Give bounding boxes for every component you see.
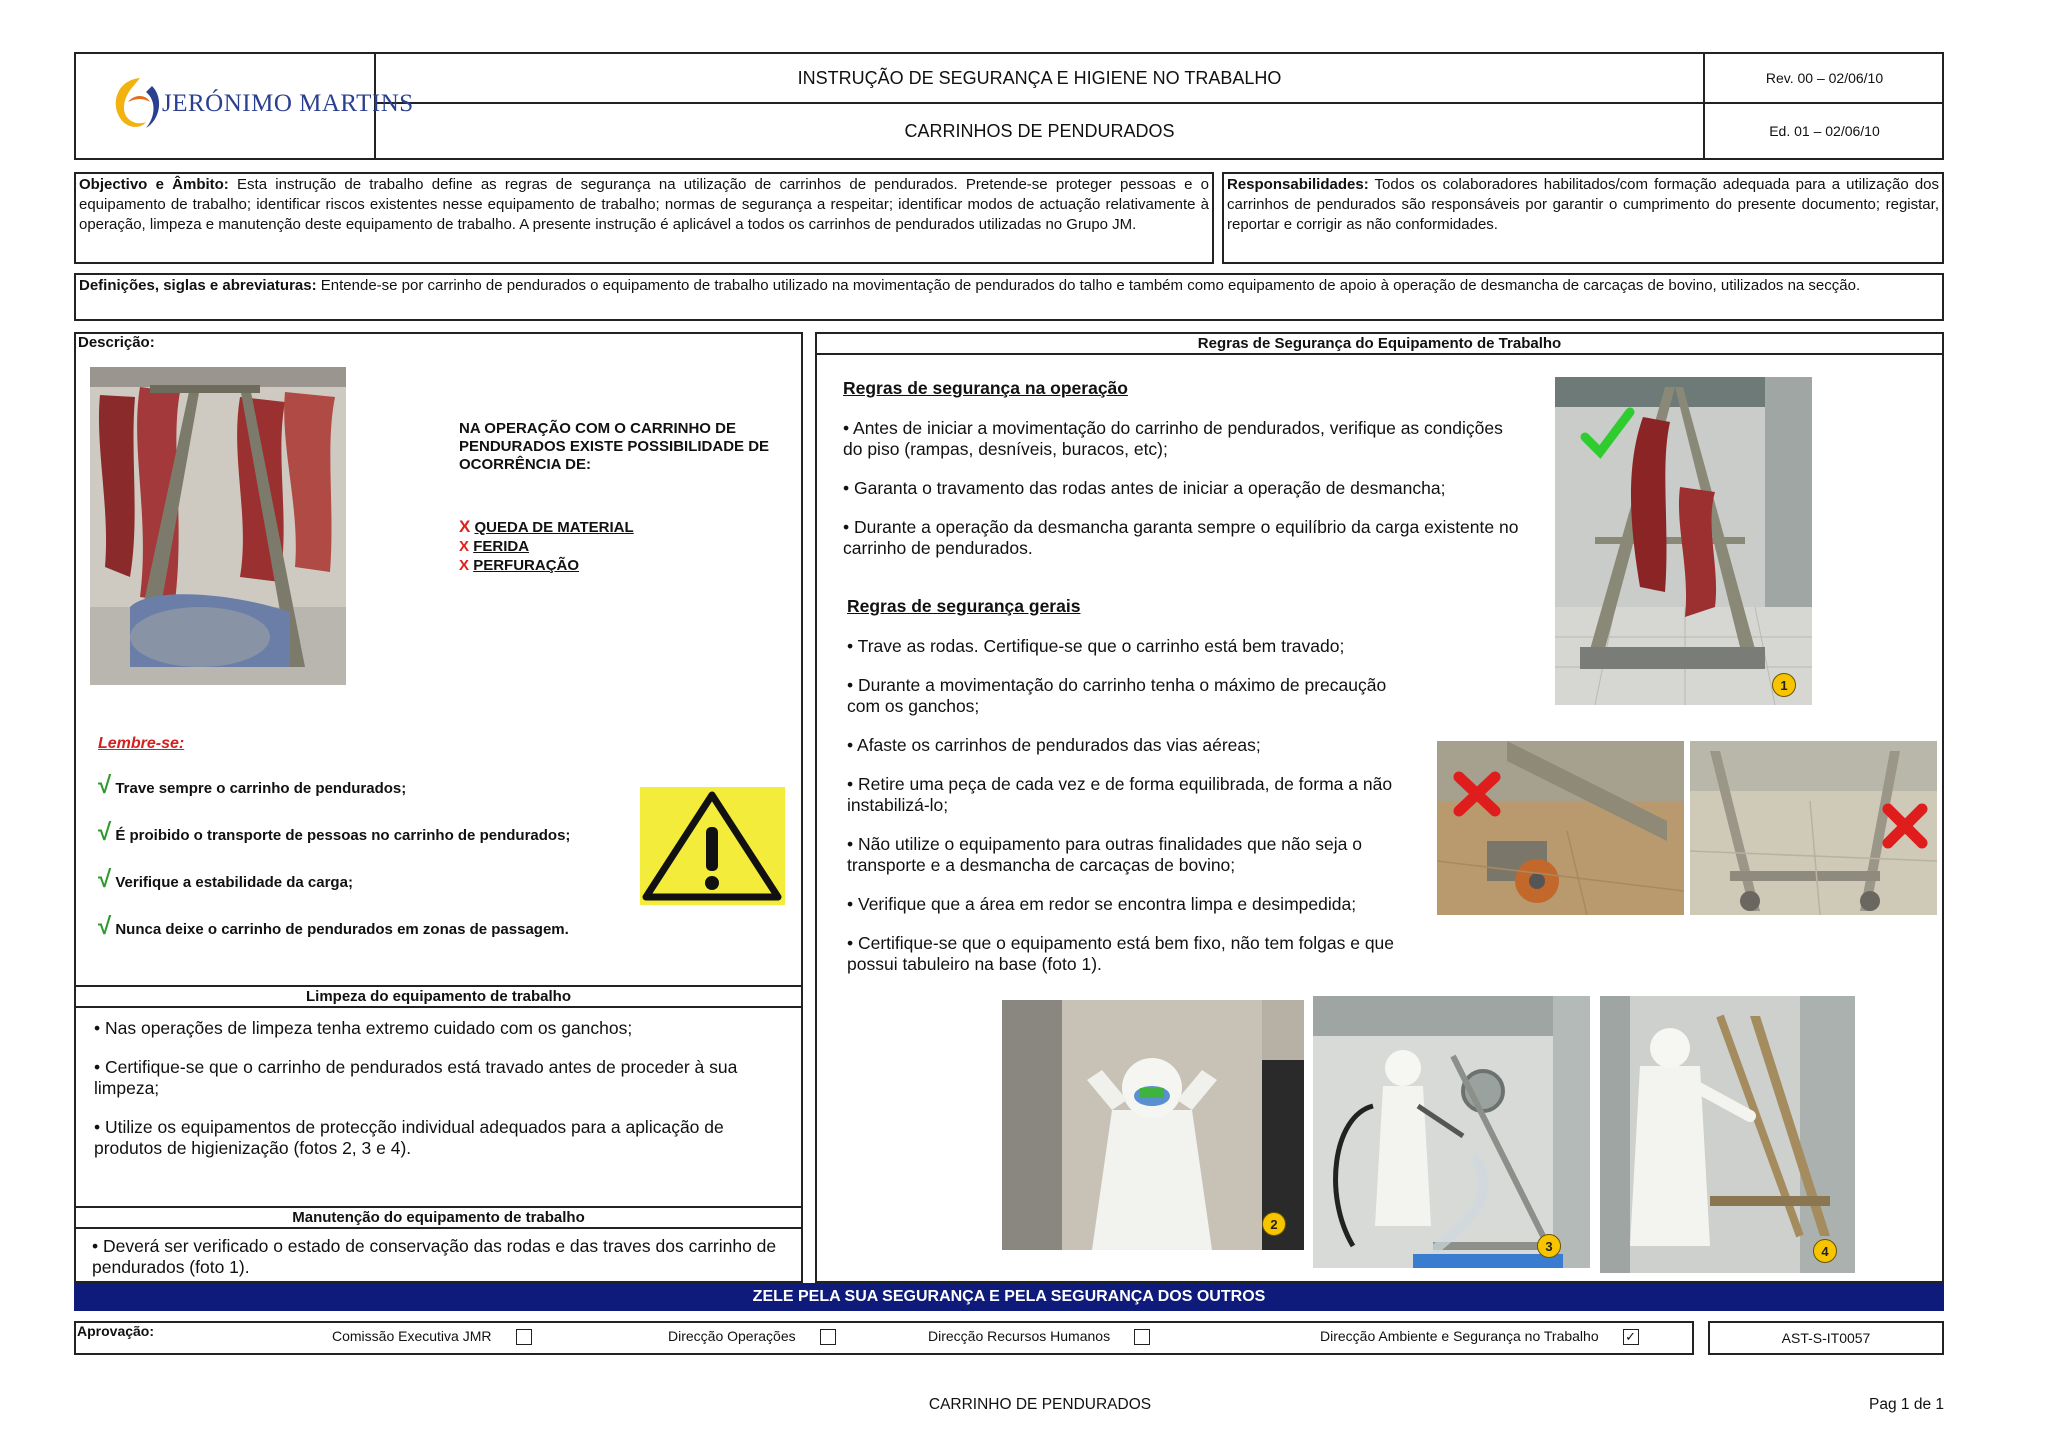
- photo-number-badge: 1: [1772, 673, 1796, 697]
- operacao-item: • Garanta o travamento das rodas antes de iniciar a operação de desmancha;: [843, 478, 1446, 498]
- remember-label: Lembre-se:: [98, 735, 185, 752]
- gerais-list: [847, 636, 1417, 975]
- responsabilidades-text: Todos os colaboradores habilitados/com formação adequada para a utilização dos carrinhos de pendurados são responsáveis por garantir o cumprimento do presente documento; registar, reportar e corrigir as não conformidades.: [1227, 176, 1939, 233]
- wheel-photo-right: [1690, 741, 1937, 915]
- edition-label: Ed. 01 – 02/06/10: [1769, 123, 1880, 139]
- manutencao-text: • Deverá ser verificado o estado de conservação das rodas e das traves dos carrinho de pendurados (foto 1).: [92, 1236, 777, 1277]
- gerais-item: • Certifique-se que o equipamento está bem fixo, não tem folgas e que possui tabuleiro na base (foto 1).: [847, 933, 1395, 974]
- definicoes-label: Definições, siglas e abreviaturas:: [79, 277, 317, 294]
- manutencao-title: Manutenção do equipamento de trabalho: [74, 1208, 803, 1229]
- risk-x-icon: X: [459, 538, 470, 555]
- photo-1-trolley: [1555, 377, 1812, 705]
- warning-sign: [640, 787, 785, 905]
- gerais-item: • Não utilize o equipamento para outras finalidades que não seja o transporte e a desmancha de carcaças de bovino;: [847, 834, 1362, 875]
- definicoes-box: [74, 273, 1944, 321]
- footer-title: CARRINHO DE PENDURADOS: [928, 1396, 1152, 1413]
- operacao-item: • Durante a operação da desmancha garanta sempre o equilíbrio da carga existente no carrinho de pendurados.: [843, 517, 1519, 558]
- responsabilidades-label: Responsabilidades:: [1227, 176, 1369, 193]
- remember-item: √ Verifique a estabilidade da carga;: [98, 866, 353, 893]
- check-icon: √: [98, 819, 112, 846]
- approval-checkbox[interactable]: [820, 1329, 836, 1345]
- wheel-photo-left: [1437, 741, 1684, 915]
- approval-item: Comissão Executiva JMR: [332, 1328, 532, 1345]
- approval-checkbox-checked[interactable]: ✓: [1623, 1329, 1639, 1345]
- photo-2-worker-ppe: [1002, 1000, 1304, 1250]
- risk-item: X PERFURAÇÃO: [459, 557, 580, 574]
- company-logo: [106, 70, 414, 140]
- photo-number-badge: 2: [1262, 1212, 1286, 1236]
- gerais-item: • Verifique que a área em redor se encontra limpa e desimpedida;: [847, 894, 1357, 914]
- objectivo-text: Esta instrução de trabalho define as regras de segurança na utilização de carrinhos de pendurados. Pretende-se proteger pessoas e o equipamento de trabalho; identificar riscos existentes nesse equipamento de trabalho; normas de segurança a respeitar; identificar modos de actuação relativamente à operação, limpeza e manutenção deste equipamento de trabalho. A presente instrução é aplicável a todos os carrinhos de pendurados utilizadas no Grupo JM.: [79, 176, 1209, 233]
- logo-text: JERÓNIMO MARTINS: [162, 90, 414, 117]
- gerais-item: • Durante a movimentação do carrinho tenha o máximo de precaução com os ganchos;: [847, 675, 1387, 716]
- approval-label: Aprovação:: [77, 1323, 155, 1339]
- risk-item: X QUEDA DE MATERIAL: [459, 517, 634, 536]
- definicoes-text: Entende-se por carrinho de pendurados o equipamento de trabalho utilizado na movimentação de pendurados do talho e também como equipamento de apoio à operação de desmancha de carcaças de bovino, utilizados na secção.: [316, 277, 1861, 294]
- check-icon: √: [98, 772, 112, 799]
- photo-number-badge: 3: [1537, 1234, 1561, 1258]
- descricao-label: Descrição:: [78, 334, 155, 351]
- gerais-item: • Trave as rodas. Certifique-se que o carrinho está bem travado;: [847, 636, 1345, 656]
- check-icon: √: [98, 866, 112, 893]
- photo-4-cleaning-trolley: [1600, 996, 1855, 1273]
- operacao-list: [843, 418, 1523, 559]
- meat-trolley-photo: [90, 367, 346, 685]
- approval-item: Direcção Operações: [668, 1328, 836, 1345]
- document-subtitle: CARRINHOS DE PENDURADOS: [904, 120, 1175, 141]
- operacao-title: Regras de segurança na operação: [843, 378, 1128, 398]
- limpeza-list: [94, 1018, 794, 1159]
- operacao-item: • Antes de iniciar a movimentação do carrinho de pendurados, verifique as condições do piso (rampas, desníveis, buracos, etc);: [843, 418, 1503, 459]
- risk-x-icon: X: [459, 517, 471, 536]
- risk-list: [459, 517, 759, 575]
- warning-triangle-icon: [640, 787, 785, 905]
- remember-item: √ Nunca deixe o carrinho de pendurados em zonas de passagem.: [98, 913, 569, 940]
- gerais-item: • Afaste os carrinhos de pendurados das vias aéreas;: [847, 735, 1261, 755]
- page-number: Pag 1 de 1: [1869, 1396, 1944, 1413]
- document-code: AST-S-IT0057: [1708, 1321, 1944, 1355]
- document-title: INSTRUÇÃO DE SEGURANÇA E HIGIENE NO TRABALHO: [797, 67, 1282, 88]
- responsabilidades-box: [1222, 172, 1944, 264]
- limpeza-title: Limpeza do equipamento de trabalho: [74, 987, 803, 1008]
- revision-label: Rev. 00 – 02/06/10: [1765, 70, 1884, 86]
- photo-3-washing: [1313, 996, 1590, 1268]
- limpeza-item: • Utilize os equipamentos de protecção individual adequados para a aplicação de produtos de higienização (fotos 2, 3 e 4).: [94, 1117, 724, 1158]
- limpeza-item: • Nas operações de limpeza tenha extremo cuidado com os ganchos;: [94, 1018, 633, 1038]
- check-icon: √: [98, 913, 112, 940]
- photo-number-badge: 4: [1813, 1239, 1837, 1263]
- safety-banner: ZELE PELA SUA SEGURANÇA E PELA SEGURANÇA DOS OUTROS: [74, 1283, 1944, 1311]
- gerais-title: Regras de segurança gerais: [847, 596, 1081, 616]
- limpeza-item: • Certifique-se que o carrinho de pendurados está travado antes de proceder à sua limpeza;: [94, 1057, 738, 1098]
- risk-heading: NA OPERAÇÃO COM O CARRINHO DE PENDURADOS EXISTE POSSIBILIDADE DE OCORRÊNCIA DE:: [459, 420, 770, 473]
- objectivo-label: Objectivo e Âmbito:: [79, 176, 229, 193]
- objectivo-box: [74, 172, 1214, 264]
- risk-item: X FERIDA: [459, 538, 530, 555]
- approval-item: Direcção Recursos Humanos: [928, 1328, 1150, 1345]
- risk-x-icon: X: [459, 557, 470, 574]
- gerais-item: • Retire uma peça de cada vez e de forma equilibrada, de forma a não instabilizá-lo;: [847, 774, 1393, 815]
- regras-title: Regras de Segurança do Equipamento de Trabalho: [815, 334, 1944, 355]
- approval-checkbox[interactable]: [516, 1329, 532, 1345]
- approval-item: Direcção Ambiente e Segurança no Trabalho ✓: [1320, 1328, 1639, 1345]
- remember-item: √ É proibido o transporte de pessoas no carrinho de pendurados;: [98, 819, 571, 846]
- logo-swirl-icon: [106, 72, 166, 138]
- remember-item: √ Trave sempre o carrinho de pendurados;: [98, 772, 407, 799]
- approval-checkbox[interactable]: [1134, 1329, 1150, 1345]
